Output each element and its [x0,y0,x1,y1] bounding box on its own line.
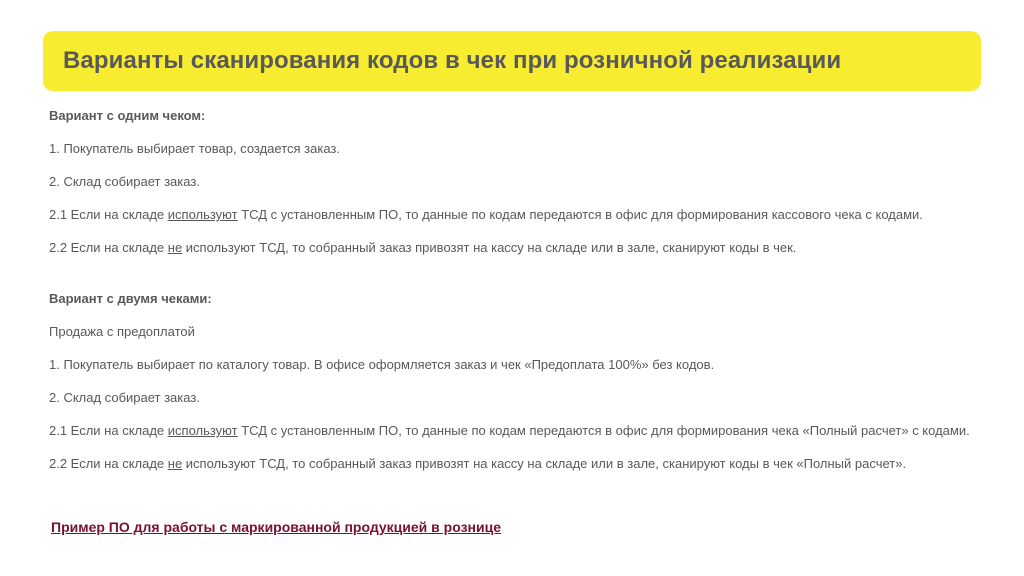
section2-item2: 2. Склад собирает заказ. [49,390,200,405]
section1-item22-before: 2.2 Если на складе [49,240,168,255]
section2-item21 [49,423,979,439]
section2-subheading: Продажа с предоплатой [49,324,195,339]
section2-item21-after: ТСД с установленным ПО, то данные по кодам передаются в офис для формирования чека «Полный расчет» с кодами. [237,423,970,438]
section1-item21-before: 2.1 Если на складе [49,207,168,222]
section1-item22-after: используют ТСД, то собранный заказ привозят на кассу на складе или в зале, сканируют коды в чек. [182,240,797,255]
section2-item22-before: 2.2 Если на складе [49,456,168,471]
section2-heading: Вариант с двумя чеками: [49,291,212,306]
section2-item22-after: используют ТСД, то собранный заказ привозят на кассу на складе или в зале, сканируют коды в чек «Полный расчет». [182,456,907,471]
content-body [49,108,979,472]
section2-item22-emph: не [167,456,183,471]
section1-item1: 1. Покупатель выбирает товар, создается заказ. [49,141,340,156]
section1-item21 [49,207,979,223]
section1-item21-emph: используют [167,207,238,222]
section2-item22 [49,456,979,472]
section1-item22-emph: не [167,240,183,255]
section2-item21-before: 2.1 Если на складе [49,423,168,438]
section1-item2: 2. Склад собирает заказ. [49,174,200,189]
software-example-link[interactable]: Пример ПО для работы с маркированной продукцией в рознице [51,519,501,535]
section1-item22 [49,240,979,256]
section1-item21-after: ТСД с установленным ПО, то данные по кодам передаются в офис для формирования кассового чека с кодами. [237,207,923,222]
section2-item1: 1. Покупатель выбирает по каталогу товар. В офисе оформляется заказ и чек «Предоплата 100%» без кодов. [49,357,715,372]
title-banner [43,31,981,91]
page-title: Варианты сканирования кодов в чек при розничной реализации [63,47,842,74]
section1-heading: Вариант с одним чеком: [49,108,206,123]
section2-item21-emph: используют [167,423,238,438]
